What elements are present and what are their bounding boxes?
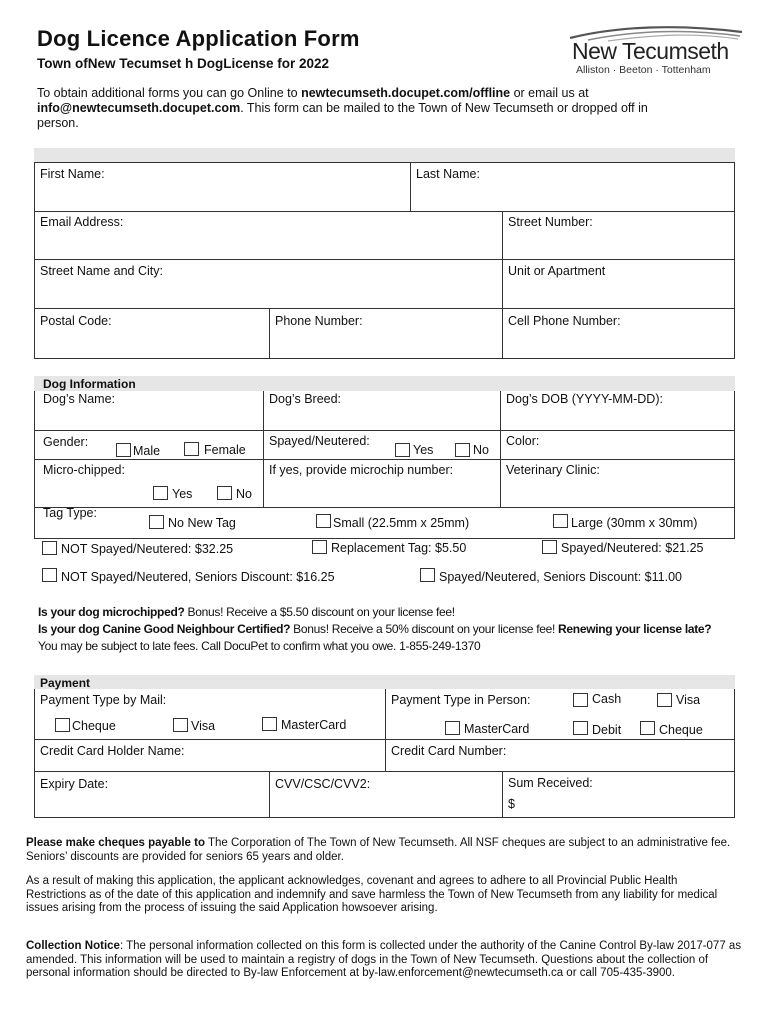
form-title: Dog Licence Application Form xyxy=(37,26,360,51)
logo-subtitle: Alliston · Beeton · Tottenham xyxy=(576,64,711,76)
no-new-tag-label: No New Tag xyxy=(168,516,236,530)
street-number-field[interactable]: Street Number: xyxy=(508,215,593,229)
mail-mastercard-checkbox[interactable] xyxy=(262,717,277,731)
town-logo xyxy=(568,24,744,76)
spayed-no-checkbox[interactable] xyxy=(455,443,470,457)
chip-yes-label: Yes xyxy=(172,487,193,501)
logo-name: New Tecumseth xyxy=(572,38,729,64)
collection-notice: Collection Notice: The personal information collected on this form is collected under the authority of the Canine Control By-law 2017-077 as amended. This information will be used to maintain a registry of dogs in the Town of New Tecumseth. Questions about the collection of personal information should be directed to By-law Enforcement at by-law.enforcement@newtecumseth.ca or call 705-435-3900. xyxy=(26,940,742,979)
fee-spayed-checkbox[interactable] xyxy=(542,540,557,554)
owner-info-box xyxy=(34,148,735,359)
sum-received-field[interactable]: Sum Received: xyxy=(508,776,593,790)
sum-dollar-sign: $ xyxy=(508,797,515,811)
fee-replacement-checkbox[interactable] xyxy=(312,540,327,554)
cell-phone-field[interactable]: Cell Phone Number: xyxy=(508,314,621,328)
mail-visa-checkbox[interactable] xyxy=(173,718,188,732)
male-label: Male xyxy=(133,444,161,458)
fee-spayed-senior-checkbox[interactable] xyxy=(420,568,435,582)
small-tag-checkbox[interactable] xyxy=(316,514,331,528)
last-name-field[interactable]: Last Name: xyxy=(416,167,480,181)
payment-section-title: Payment xyxy=(40,676,91,690)
fee-spayed-label: Spayed/Neutered: $21.25 xyxy=(561,541,704,555)
phone-field[interactable]: Phone Number: xyxy=(275,314,363,328)
card-holder-field[interactable]: Credit Card Holder Name: xyxy=(40,744,185,758)
street-city-field[interactable]: Street Name and City: xyxy=(40,264,163,278)
tag-type-label: Tag Type: xyxy=(43,506,97,520)
fee-not-spayed-senior-checkbox[interactable] xyxy=(42,568,57,582)
expiry-field[interactable]: Expiry Date: xyxy=(40,777,109,791)
fee-spayed-senior-label: Spayed/Neutered, Seniors Discount: $11.00 xyxy=(439,570,682,584)
person-mastercard-label: MasterCard xyxy=(464,722,530,736)
dog-breed-field[interactable]: Dog’s Breed: xyxy=(269,392,342,406)
person-cheque-label: Cheque xyxy=(659,723,703,737)
mail-visa-label: Visa xyxy=(191,719,216,733)
email-field[interactable]: Email Address: xyxy=(40,215,124,229)
spayed-yes-label: Yes xyxy=(413,443,434,457)
dog-header-bar xyxy=(34,376,735,391)
form-subtitle: Town ofNew Tecumset h DogLicense for 2022 xyxy=(37,56,330,71)
person-debit-label: Debit xyxy=(592,723,622,737)
person-cash-label: Cash xyxy=(592,692,622,706)
fee-not-spayed-checkbox[interactable] xyxy=(42,541,57,555)
female-label: Female xyxy=(204,443,246,457)
owner-header-bar xyxy=(34,148,735,163)
person-visa-checkbox[interactable] xyxy=(657,693,672,707)
large-tag-checkbox[interactable] xyxy=(553,514,568,528)
mail-cheque-checkbox[interactable] xyxy=(55,718,70,732)
chip-no-checkbox[interactable] xyxy=(217,486,232,500)
spayed-label: Spayed/Neutered: xyxy=(269,434,370,448)
microchip-number-field[interactable]: If yes, provide microchip number: xyxy=(269,463,454,477)
payment-mail-label: Payment Type by Mail: xyxy=(40,693,167,707)
spayed-yes-checkbox[interactable] xyxy=(395,443,410,457)
payment-person-label: Payment Type in Person: xyxy=(391,693,531,707)
large-tag-label: Large (30mm x 30mm) xyxy=(571,516,698,530)
person-visa-label: Visa xyxy=(676,693,701,707)
fee-replacement-label: Replacement Tag: $5.50 xyxy=(331,541,467,555)
dog-name-field[interactable]: Dog’s Name: xyxy=(43,392,116,406)
online-link[interactable]: newtecumseth.docupet.com/offline xyxy=(301,86,511,100)
small-tag-label: Small (22.5mm x 25mm) xyxy=(333,516,470,530)
cheque-notice: Please make cheques payable to The Corporation of The Town of New Tecumseth. All NSF cheques are subject to an administrative fee. Seniors’ discounts are provided for seniors 65 years and older. xyxy=(26,837,731,863)
payment-header-bar xyxy=(34,675,735,689)
unit-field[interactable]: Unit or Apartment xyxy=(508,264,606,278)
card-number-field[interactable]: Credit Card Number: xyxy=(391,744,507,758)
person-mastercard-checkbox[interactable] xyxy=(445,721,460,735)
first-name-field[interactable]: First Name: xyxy=(40,167,105,181)
chip-yes-checkbox[interactable] xyxy=(153,486,168,500)
microchipped-label: Micro-chipped: xyxy=(43,463,125,477)
bonus-notice: Is your dog microchipped? Bonus! Receive a $5.50 discount on your license fee! Is your dog Canine Good Neighbour Certified? Bonus! Receive a 50% discount on your license fee! Renewing your license late? You may be subject to late fees. Call DocuPet to confirm what you owe. 1-855-249-1370 xyxy=(38,605,712,653)
vet-clinic-field[interactable]: Veterinary Clinic: xyxy=(506,463,600,477)
female-checkbox[interactable] xyxy=(184,442,199,456)
gender-label: Gender: xyxy=(43,435,89,449)
cvv-field[interactable]: CVV/CSC/CVV2: xyxy=(275,777,371,791)
no-new-tag-checkbox[interactable] xyxy=(149,515,164,529)
dog-dob-field[interactable]: Dog’s DOB (YYYY-MM-DD): xyxy=(506,392,663,406)
spayed-no-label: No xyxy=(473,443,489,457)
fee-not-spayed-label: NOT Spayed/Neutered: $32.25 xyxy=(61,542,234,556)
liability-notice: As a result of making this application, the applicant acknowledges, covenant and agrees to adhere to all Provincial Public Health Restrictions as of the date of this application and indemnify and save harmless the Town of New Tecumseth from any liability for medical issues arising from the process of issuing the said Application howsoever arising. xyxy=(26,875,718,914)
color-field[interactable]: Color: xyxy=(506,434,540,448)
dog-section-title: Dog Information xyxy=(43,377,136,391)
chip-no-label: No xyxy=(236,487,252,501)
person-debit-checkbox[interactable] xyxy=(573,721,588,735)
mail-cheque-label: Cheque xyxy=(72,719,116,733)
intro-paragraph: To obtain additional forms you can go Online to newtecumseth.docupet.com/offline or email us at info@newtecumseth.docupet.com. This form can be mailed to the Town of New Tecumseth or dropped off in person. xyxy=(37,86,648,130)
person-cheque-checkbox[interactable] xyxy=(640,721,655,735)
fee-not-spayed-senior-label: NOT Spayed/Neutered, Seniors Discount: $16.25 xyxy=(61,570,335,584)
male-checkbox[interactable] xyxy=(116,443,131,457)
mail-mastercard-label: MasterCard xyxy=(281,718,347,732)
email-link[interactable]: info@newtecumseth.docupet.com xyxy=(37,101,241,115)
postal-code-field[interactable]: Postal Code: xyxy=(40,314,112,328)
person-cash-checkbox[interactable] xyxy=(573,693,588,707)
